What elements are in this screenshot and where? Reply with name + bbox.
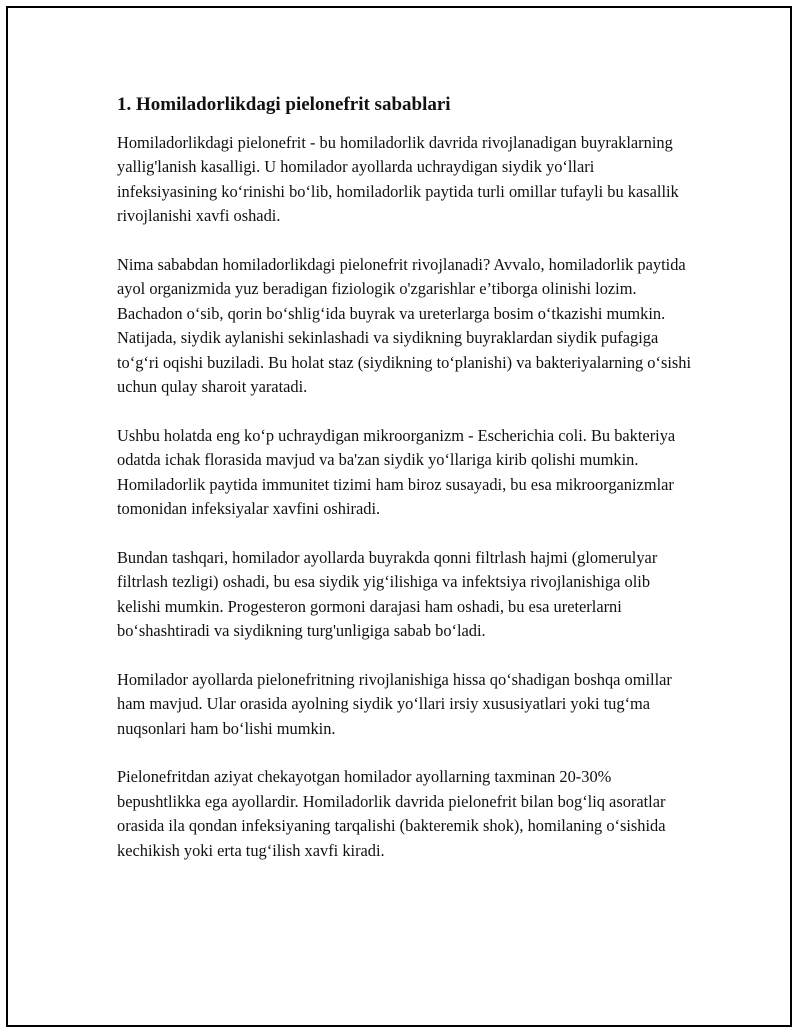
- paragraph-6: Pielonefritdan aziyat chekayotgan homilador ayollarning taxminan 20-30% bepushtlikka ega ayollardir. Homiladorlik davrida pielonefrit bilan bog‘liq asoratlar orasida ila qondan infeksiyaning tarqalishi (bakteremik shok), homilaning o‘sishida kechikish yoki erta tug‘ilish xavfi kiradi.: [117, 767, 666, 860]
- document-title: 1. Homiladorlikdagi pielonefrit sabablari: [117, 94, 451, 115]
- document-body: [117, 92, 697, 888]
- paragraph-2: Nima sababdan homiladorlikdagi pielonefrit rivojlanadi? Avvalo, homiladorlik paytida ayol organizmida yuz beradigan fiziologik o'zgarishlar e’tiborga olinishi lozim. Bachadon o‘sib, qorin bo‘shlig‘ida buyrak va ureterlarga bosim o‘tkazishi mumkin. Natijada, siydik aylanishi sekinlashadi va siydikning buyraklardan siydik pufagiga to‘g‘ri oqishi buziladi. Bu holat staz (siydikning to‘planishi) va bakteriyalarning o‘sishi uchun qulay sharoit yaratadi.: [117, 255, 692, 397]
- paragraph-5: Homilador ayollarda pielonefritning rivojlanishiga hissa qo‘shadigan boshqa omillar ham mavjud. Ular orasida ayolning siydik yo‘llari irsiy xususiyatlari yoki tug‘ma nuqsonlari ham bo‘lishi mumkin.: [117, 669, 672, 738]
- paragraph-4: Bundan tashqari, homilador ayollarda buyrakda qonni filtrlash hajmi (glomerulyar filtrlash tezligi) oshadi, bu esa siydik yig‘ilishiga va infektsiya rivojlanishiga olib kelishi mumkin. Progesteron gormoni darajasi ham oshadi, bu esa ureterlarni bo‘shashtiradi va siydikning turg'unligiga sabab bo‘ladi.: [117, 547, 658, 641]
- paragraph-3: Ushbu holatda eng ko‘p uchraydigan mikroorganizm - Escherichia coli. Bu bakteriya odatda ichak florasida mavjud va ba'zan siydik yo‘llariga kirib qolishi mumkin. Homiladorlik paytida immunitet tizimi ham biroz susayadi, bu esa mikroorganizmlar tomonidan infeksiyalar xavfini oshiradi.: [117, 425, 676, 519]
- paragraph-1: Homiladorlikdagi pielonefrit - bu homiladorlik davrida rivojlanadigan buyraklarning yallig'lanish kasalligi. U homilador ayollarda uchraydigan siydik yo‘llari infeksiyasining ko‘rinishi bo‘lib, homiladorlik paytida turli omillar tufayli bu kasallik rivojlanishi xavfi oshadi.: [117, 133, 679, 226]
